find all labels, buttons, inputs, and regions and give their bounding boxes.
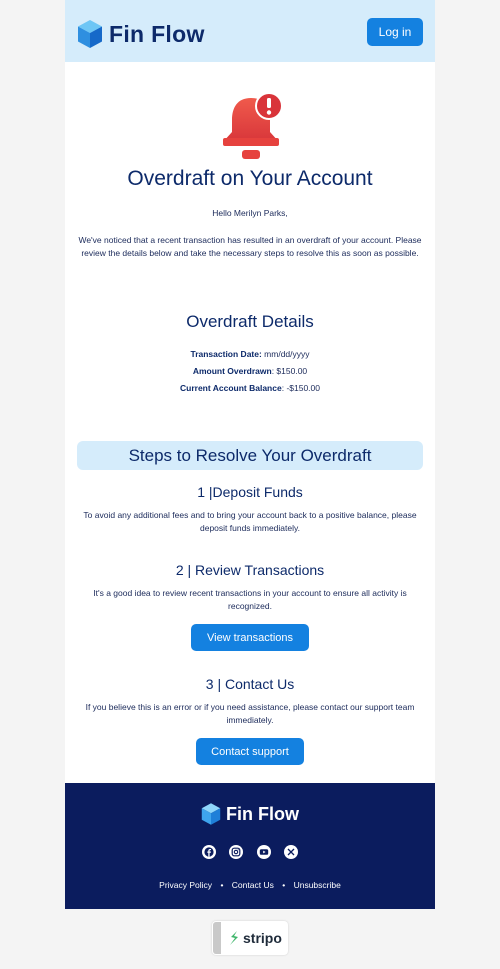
step-title: 2 | Review Transactions [175,562,325,578]
contact-us-link[interactable]: Contact Us [231,880,274,890]
detail-value: : $150.00 [271,366,308,376]
brand-name: Fin Flow [226,803,299,824]
detail-value: mm/dd/yyyy [261,349,310,359]
cube-logo-icon [77,19,103,49]
step-text: If you believe this is an error or if you need assistance, please contact our support team immediately. [85,702,415,725]
contact-support-button[interactable]: Contact support [196,738,304,765]
detail-label: Transaction Date: [190,349,262,359]
stripo-badge[interactable] [212,921,288,955]
youtube-icon[interactable] [257,845,271,859]
page-title: Overdraft on Your Account [127,167,373,190]
stripo-logo-icon [228,930,240,946]
step-text: It's a good idea to review recent transactions in your account to ensure all activity is recognized. [93,588,407,611]
view-transactions-button[interactable]: View transactions [191,624,309,651]
separator: • [220,880,224,890]
login-button[interactable]: Log in [367,18,423,46]
detail-amount-overdrawn [65,366,435,376]
unsubscribe-link[interactable]: Unsubscribe [293,880,341,890]
brand-name: Fin Flow [109,20,205,47]
bell-alert-icon [220,92,282,162]
detail-value: : -$150.00 [281,383,320,393]
detail-current-balance [65,383,435,393]
social-links [202,845,298,859]
stripo-wordmark: stripo [243,930,282,946]
privacy-policy-link[interactable]: Privacy Policy [159,880,213,890]
details-title: Overdraft Details [186,312,314,331]
badge-tab [213,922,221,954]
detail-label: Amount Overdrawn [192,366,272,376]
detail-transaction-date [65,349,435,359]
header [65,0,435,62]
logo[interactable] [77,19,205,49]
step-title: 1 |Deposit Funds [197,484,303,500]
intro-text: We've noticed that a recent transaction has resulted in an overdraft of your account. Please review the details below and take the necessary steps to resolve this as soon as possible. [78,235,422,258]
facebook-icon[interactable] [202,845,216,859]
instagram-icon[interactable] [229,845,243,859]
email-container [65,0,435,909]
steps-banner: Steps to Resolve Your Overdraft [77,441,423,470]
cube-logo-icon [201,802,221,826]
step-text: To avoid any additional fees and to bring your account back to a positive balance, please deposit funds immediately. [83,510,417,533]
greeting: Hello Merilyn Parks, [212,208,288,218]
footer [65,783,435,909]
separator: • [282,880,286,890]
footer-links [65,880,435,890]
x-icon[interactable] [284,845,298,859]
footer-logo[interactable] [201,802,299,826]
step-title: 3 | Contact Us [205,676,295,692]
detail-label: Current Account Balance [180,383,282,393]
